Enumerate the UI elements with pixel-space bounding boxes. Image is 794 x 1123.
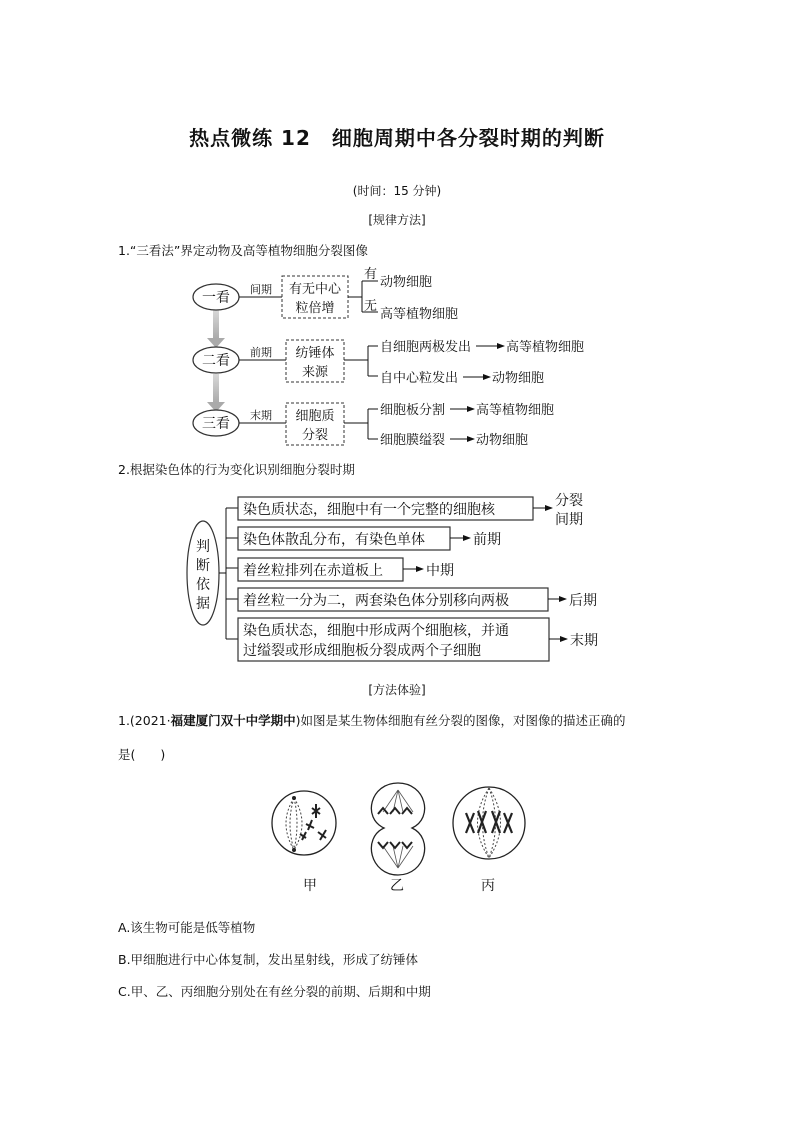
svg-text:前期: 前期 [473, 532, 501, 548]
svg-text:染色体散乱分布，有染色单体: 染色体散乱分布，有染色单体 [243, 532, 425, 548]
question-source: 福建厦门双十中学期中 [170, 713, 296, 728]
svg-text:动物细胞: 动物细胞 [380, 275, 433, 290]
look-row-2 [193, 339, 584, 386]
svg-text:动物细胞: 动物细胞 [476, 433, 529, 448]
cell-figure-yi [371, 783, 424, 875]
svg-text:判: 判 [196, 539, 210, 555]
figure-label-yi: 乙 [390, 878, 404, 894]
svg-text:据: 据 [196, 596, 210, 612]
svg-text:分裂: 分裂 [301, 428, 329, 443]
page-title: 热点微练 12 细胞周期中各分裂时期的判断 [189, 126, 605, 150]
item-1-heading: 1.“三看法”界定动物及高等植物细胞分裂图像 [118, 243, 368, 258]
svg-text:依: 依 [196, 577, 210, 593]
judge-row-4 [238, 588, 597, 611]
look-label: 二看 [202, 353, 230, 369]
time-note: (时间：15 分钟) [352, 184, 442, 198]
svg-text:细胞板分割: 细胞板分割 [380, 403, 446, 418]
judgment-basis-diagram [0, 484, 794, 674]
svg-text:细胞质: 细胞质 [295, 409, 335, 424]
svg-text:自细胞两极发出: 自细胞两极发出 [380, 340, 472, 355]
basis-oval [187, 521, 219, 625]
judge-row-1 [238, 493, 583, 528]
judge-row-5 [238, 618, 598, 661]
svg-text:染色质状态，细胞中形成两个细胞核，并通: 染色质状态，细胞中形成两个细胞核，并通 [243, 623, 509, 639]
cell-figure-bing [453, 787, 525, 859]
option-b[interactable]: B.甲细胞进行中心体复制，发出星射线，形成了纺锤体 [118, 952, 419, 967]
judge-row-3 [238, 558, 454, 581]
phase-label: 间期 [250, 283, 272, 296]
section-heading-methods: [规律方法] [368, 213, 426, 227]
branch-label-yes: 有 [364, 267, 378, 282]
question-1-stem: 1.(2021·福建厦门双十中学期中)如图是某生物体细胞有丝分裂的图像，对图像的描述正确的 [118, 713, 626, 728]
svg-text:过缢裂或形成细胞板分裂成两个子细胞: 过缢裂或形成细胞板分裂成两个子细胞 [243, 643, 481, 659]
question-1-stem-line2: 是( ) [118, 747, 166, 762]
svg-text:自中心粒发出: 自中心粒发出 [380, 371, 459, 386]
down-arrow-1 [207, 310, 225, 348]
svg-text:来源: 来源 [301, 365, 329, 380]
look-row-1 [193, 267, 458, 322]
svg-text:着丝粒一分为二，两套染色体分别移向两极: 着丝粒一分为二，两套染色体分别移向两极 [243, 593, 509, 609]
svg-text:动物细胞: 动物细胞 [492, 371, 545, 386]
svg-text:中期: 中期 [426, 563, 454, 579]
section-heading-practice: [方法体验] [368, 683, 426, 697]
judge-row-2 [238, 527, 501, 550]
branch-label-no: 无 [364, 299, 378, 314]
down-arrow-2 [207, 374, 225, 412]
svg-text:间期: 间期 [555, 512, 583, 528]
svg-text:分裂: 分裂 [555, 493, 583, 509]
svg-text:纺锤体: 纺锤体 [295, 346, 335, 361]
figure-label-jia: 甲 [303, 878, 317, 894]
cell-figures [0, 778, 794, 898]
svg-text:着丝粒排列在赤道板上: 着丝粒排列在赤道板上 [243, 563, 383, 579]
look-row-3 [193, 402, 554, 448]
option-a[interactable]: A.该生物可能是低等植物 [118, 920, 256, 935]
svg-text:染色质状态，细胞中有一个完整的细胞核: 染色质状态，细胞中有一个完整的细胞核 [243, 502, 495, 518]
look-label: 三看 [202, 416, 230, 432]
item-2-heading: 2.根据染色体的行为变化识别细胞分裂时期 [118, 462, 355, 477]
svg-text:细胞膜缢裂: 细胞膜缢裂 [380, 433, 446, 448]
three-look-diagram [0, 262, 794, 452]
svg-text:断: 断 [196, 558, 210, 574]
look-label: 一看 [202, 290, 230, 306]
svg-text:高等植物细胞: 高等植物细胞 [506, 340, 585, 355]
phase-label: 末期 [250, 409, 272, 422]
svg-text:高等植物细胞: 高等植物细胞 [476, 403, 555, 418]
svg-text:粒倍增: 粒倍增 [295, 301, 335, 316]
svg-text:后期: 后期 [569, 593, 597, 609]
cell-figure-jia [272, 791, 336, 855]
svg-text:高等植物细胞: 高等植物细胞 [380, 307, 459, 322]
phase-label: 前期 [250, 346, 272, 359]
option-c[interactable]: C.甲、乙、丙细胞分别处在有丝分裂的前期、后期和中期 [118, 984, 431, 999]
figure-label-bing: 丙 [481, 878, 495, 894]
svg-text:末期: 末期 [570, 633, 598, 649]
svg-text:有无中心: 有无中心 [288, 282, 342, 297]
